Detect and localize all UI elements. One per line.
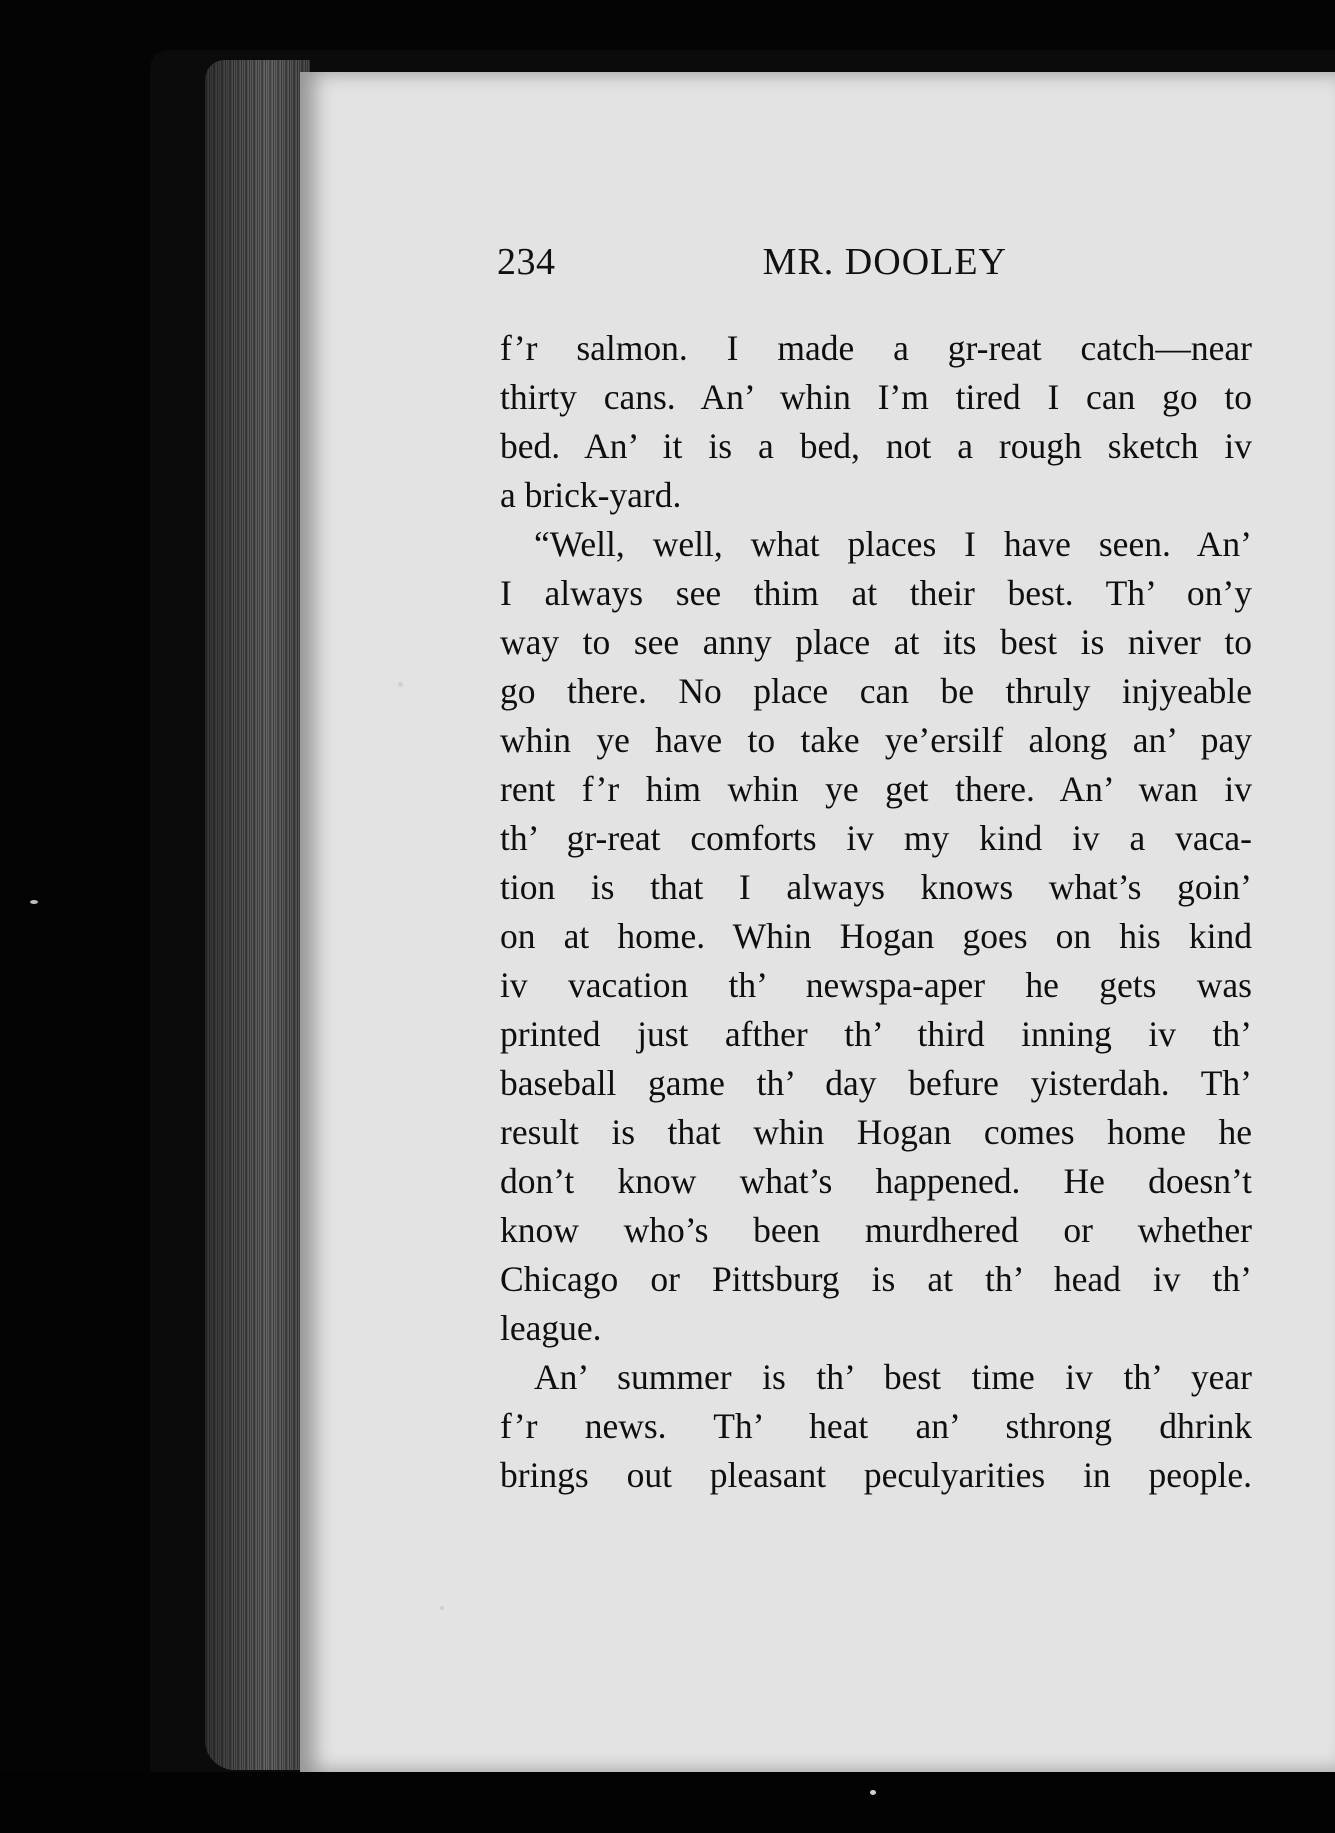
text-line: printed just afther th’ third inning iv th’ xyxy=(500,1014,1252,1054)
text-line: a brick-yard. xyxy=(500,475,682,515)
text-line: on at home. Whin Hogan goes on his kind xyxy=(500,916,1252,956)
text-line: don’t know what’s happened. He doesn’t xyxy=(500,1161,1252,1201)
text-line: iv vacation th’ newspa-aper he gets was xyxy=(500,965,1252,1005)
page-number: 234 xyxy=(497,241,556,283)
running-head xyxy=(497,240,1007,284)
body-text xyxy=(500,324,1252,1500)
text-line: go there. No place can be thruly injyeable xyxy=(500,671,1252,711)
text-line: An’ summer is th’ best time iv th’ year xyxy=(534,1357,1252,1397)
text-line: result is that whin Hogan comes home he xyxy=(500,1112,1252,1152)
text-line: th’ gr-reat comforts iv my kind iv a vaca- xyxy=(500,818,1252,858)
text-line: whin ye have to take ye’ersilf along an’ pay xyxy=(500,720,1252,760)
text-line: bed. An’ it is a bed, not a rough sketch iv xyxy=(500,426,1252,466)
text-line: “Well, well, what places I have seen. An’ xyxy=(534,524,1252,564)
text-line: f’r news. Th’ heat an’ sthrong dhrink xyxy=(500,1406,1252,1446)
text-line: baseball game th’ day befure yisterdah. Th’ xyxy=(500,1063,1252,1103)
text-line: I always see thim at their best. Th’ on’y xyxy=(500,573,1252,613)
text-line: f’r salmon. I made a gr-reat catch—near xyxy=(500,328,1252,368)
text-line: rent f’r him whin ye get there. An’ wan iv xyxy=(500,769,1252,809)
page-edges-shadow xyxy=(205,60,310,1770)
text-line: thirty cans. An’ whin I’m tired I can go to xyxy=(500,377,1252,417)
scan-bottom-edge xyxy=(0,1772,1335,1833)
running-title: MR. DOOLEY xyxy=(762,241,1007,283)
text-line: league. xyxy=(500,1308,602,1348)
text-line: way to see anny place at its best is niver to xyxy=(500,622,1252,662)
text-line: tion is that I always knows what’s goin’ xyxy=(500,867,1252,907)
text-line: know who’s been murdhered or whether xyxy=(500,1210,1252,1250)
text-line: Chicago or Pittsburg is at th’ head iv th’ xyxy=(500,1259,1252,1299)
text-line: brings out pleasant peculyarities in people. xyxy=(500,1455,1252,1495)
